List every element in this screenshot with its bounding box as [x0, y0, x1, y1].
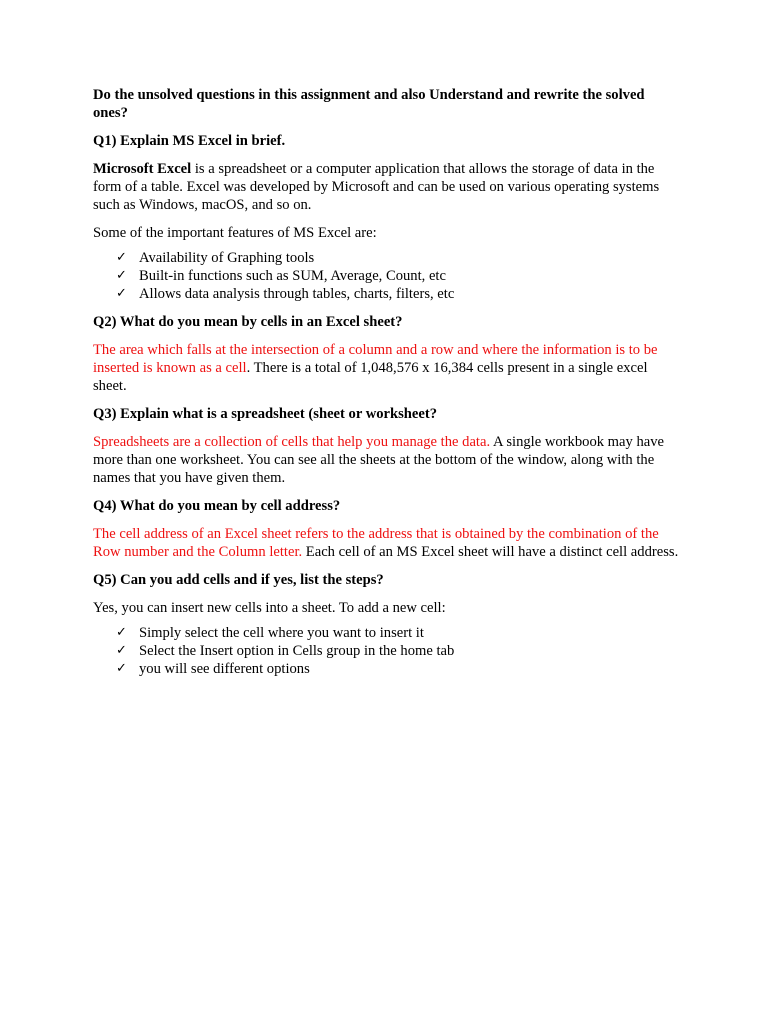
- document-page: [93, 86, 683, 688]
- list-item: ✓ Select the Insert option in Cells group in the home tab: [116, 643, 455, 659]
- check-icon: ✓: [116, 268, 127, 283]
- check-icon: ✓: [116, 625, 127, 640]
- list-item: ✓ Built-in functions such as SUM, Average, Count, etc: [116, 268, 446, 284]
- q5-heading: Q5) Can you add cells and if yes, list the steps?: [93, 572, 384, 588]
- list-item: ✓ you will see different options: [116, 661, 310, 677]
- q1-term: Microsoft Excel: [93, 161, 192, 177]
- q3-highlight: Spreadsheets are a collection of cells that help you manage the data.: [93, 434, 491, 450]
- q1-heading: Q1) Explain MS Excel in brief.: [93, 133, 286, 149]
- q3-heading: Q3) Explain what is a spreadsheet (sheet or worksheet?: [93, 406, 438, 422]
- q5-steps-list: [93, 624, 683, 678]
- q3-answer: [93, 433, 683, 487]
- list-item: ✓ Availability of Graphing tools: [116, 250, 315, 266]
- assignment-instruction: Do the unsolved questions in this assignment and also Understand and rewrite the solved ones?: [93, 87, 645, 121]
- q1-answer: [93, 160, 683, 214]
- list-item: ✓ Allows data analysis through tables, charts, filters, etc: [116, 286, 455, 302]
- q4-rest: Each cell of an MS Excel sheet will have a distinct cell address.: [302, 544, 679, 560]
- q4-answer: [93, 525, 683, 561]
- q1-body: is a spreadsheet or a computer application that allows the storage of data in the form of a table. Excel was developed by Microsoft and can be used on various operating systems such as Windows, macOS, and so on.: [93, 161, 660, 213]
- q1-features-intro: Some of the important features of MS Excel are:: [93, 225, 377, 241]
- q1-features-list: [93, 249, 683, 303]
- check-icon: ✓: [116, 661, 127, 676]
- q4-highlight: The cell address of an Excel sheet refers to the address that is obtained by the combination of the Row number and the Column letter.: [93, 526, 659, 560]
- q2-highlight: The area which falls at the intersection of a column and a row and where the information is to be inserted is known as a cell: [93, 342, 658, 376]
- q3-rest: A single workbook may have more than one worksheet. You can see all the sheets at the bottom of the window, along with the names that you have given them.: [93, 434, 665, 486]
- q5-intro: Yes, you can insert new cells into a sheet. To add a new cell:: [93, 600, 446, 616]
- check-icon: ✓: [116, 286, 127, 301]
- q2-heading: Q2) What do you mean by cells in an Excel sheet?: [93, 314, 403, 330]
- q2-rest: . There is a total of 1,048,576 x 16,384 cells present in a single excel sheet.: [93, 360, 648, 394]
- q4-heading: Q4) What do you mean by cell address?: [93, 498, 341, 514]
- list-item: ✓ Simply select the cell where you want to insert it: [116, 625, 424, 641]
- check-icon: ✓: [116, 643, 127, 658]
- q2-answer: [93, 341, 683, 395]
- check-icon: ✓: [116, 250, 127, 265]
